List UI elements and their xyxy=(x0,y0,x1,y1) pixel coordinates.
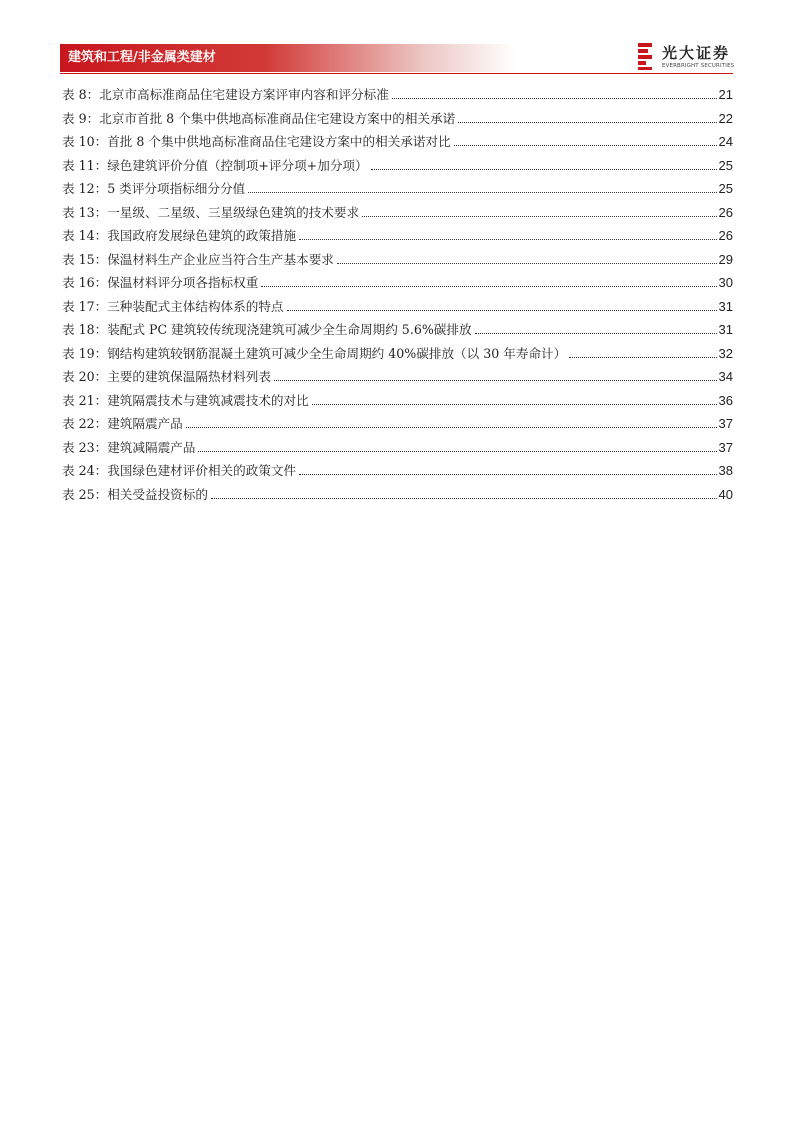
toc-leader xyxy=(458,122,716,123)
toc-page: 40 xyxy=(718,486,733,502)
toc-row[interactable] xyxy=(62,178,733,202)
toc-row[interactable] xyxy=(62,390,733,414)
toc-leader xyxy=(475,333,717,334)
toc-label: 表 25：相关受益投资标的 xyxy=(62,486,208,502)
toc-leader xyxy=(392,98,717,99)
toc-label: 表 18：装配式 PC 建筑较传统现浇建筑可减少全生命周期约 5.6%碳排放 xyxy=(62,322,472,337)
toc-page: 37 xyxy=(718,439,733,455)
toc-page: 37 xyxy=(718,416,733,431)
toc-leader xyxy=(287,310,717,311)
everbright-logo-icon xyxy=(636,41,656,71)
toc-row[interactable] xyxy=(62,343,733,367)
toc-label: 表 17：三种装配式主体结构体系的特点 xyxy=(62,298,284,314)
toc-page: 26 xyxy=(718,204,733,220)
toc-row[interactable] xyxy=(62,272,733,296)
table-of-contents xyxy=(62,84,733,507)
toc-row[interactable] xyxy=(62,296,733,320)
toc-row[interactable] xyxy=(62,413,733,437)
toc-leader xyxy=(299,239,716,240)
header-title: 建筑和工程/非金属类建材 xyxy=(68,50,216,65)
toc-label: 表 22：建筑隔震产品 xyxy=(62,416,183,431)
toc-label: 表 10：首批 8 个集中供地高标准商品住宅建设方案中的相关承诺对比 xyxy=(62,134,451,149)
toc-leader xyxy=(299,474,716,475)
toc-leader xyxy=(454,145,717,146)
toc-leader xyxy=(261,286,716,287)
toc-row[interactable] xyxy=(62,437,733,461)
toc-page: 21 xyxy=(718,87,733,102)
toc-row[interactable] xyxy=(62,319,733,343)
toc-label: 表 16：保温材料评分项各指标权重 xyxy=(62,275,259,290)
toc-label: 表 12：5 类评分项指标细分分值 xyxy=(62,181,246,196)
toc-leader xyxy=(274,380,717,381)
toc-label: 表 19：钢结构建筑较钢筋混凝土建筑可减少全生命周期约 40%碳排放（以 30 年寿命计） xyxy=(62,345,567,361)
toc-page: 34 xyxy=(718,369,733,384)
toc-leader xyxy=(248,192,716,193)
toc-page: 36 xyxy=(718,392,733,408)
toc-page: 24 xyxy=(718,134,733,149)
toc-label: 表 11：绿色建筑评价分值（控制项+评分项+加分项） xyxy=(62,157,368,173)
toc-label: 表 8：北京市高标准商品住宅建设方案评审内容和评分标准 xyxy=(62,87,389,102)
toc-leader xyxy=(337,263,717,264)
toc-page: 38 xyxy=(718,463,733,478)
toc-label: 表 9：北京市首批 8 个集中供地高标准商品住宅建设方案中的相关承诺 xyxy=(62,110,456,126)
everbright-logo xyxy=(636,41,736,73)
toc-row[interactable] xyxy=(62,131,733,155)
toc-row[interactable] xyxy=(62,225,733,249)
toc-row[interactable] xyxy=(62,484,733,508)
toc-row[interactable] xyxy=(62,366,733,390)
toc-leader xyxy=(198,451,716,452)
toc-row[interactable] xyxy=(62,460,733,484)
toc-row[interactable] xyxy=(62,108,733,132)
toc-leader xyxy=(186,427,717,428)
toc-leader xyxy=(362,216,716,217)
toc-page: 29 xyxy=(718,251,733,267)
toc-leader xyxy=(371,169,717,170)
toc-leader xyxy=(211,498,717,499)
toc-leader xyxy=(569,357,716,358)
toc-page: 25 xyxy=(718,157,733,173)
toc-label: 表 15：保温材料生产企业应当符合生产基本要求 xyxy=(62,251,334,267)
toc-label: 表 23：建筑减隔震产品 xyxy=(62,439,196,455)
toc-row[interactable] xyxy=(62,84,733,108)
toc-page: 25 xyxy=(718,181,733,196)
logo-english-name: EVERBRIGHT SECURITIES xyxy=(662,63,735,69)
toc-row[interactable] xyxy=(62,202,733,226)
toc-label: 表 21：建筑隔震技术与建筑减震技术的对比 xyxy=(62,392,309,408)
toc-page: 26 xyxy=(718,228,733,243)
toc-page: 30 xyxy=(718,275,733,290)
toc-page: 31 xyxy=(718,322,733,337)
toc-page: 31 xyxy=(718,298,733,314)
toc-row[interactable] xyxy=(62,249,733,273)
header-rule xyxy=(60,73,733,74)
logo-chinese-name: 光大证券 xyxy=(662,44,731,62)
toc-row[interactable] xyxy=(62,155,733,179)
toc-leader xyxy=(312,404,717,405)
toc-label: 表 13：一星级、二星级、三星级绿色建筑的技术要求 xyxy=(62,204,360,220)
toc-label: 表 20：主要的建筑保温隔热材料列表 xyxy=(62,369,271,384)
toc-page: 32 xyxy=(718,345,733,361)
toc-label: 表 14：我国政府发展绿色建筑的政策措施 xyxy=(62,228,297,243)
toc-page: 22 xyxy=(718,110,733,126)
toc-label: 表 24：我国绿色建材评价相关的政策文件 xyxy=(62,463,297,478)
